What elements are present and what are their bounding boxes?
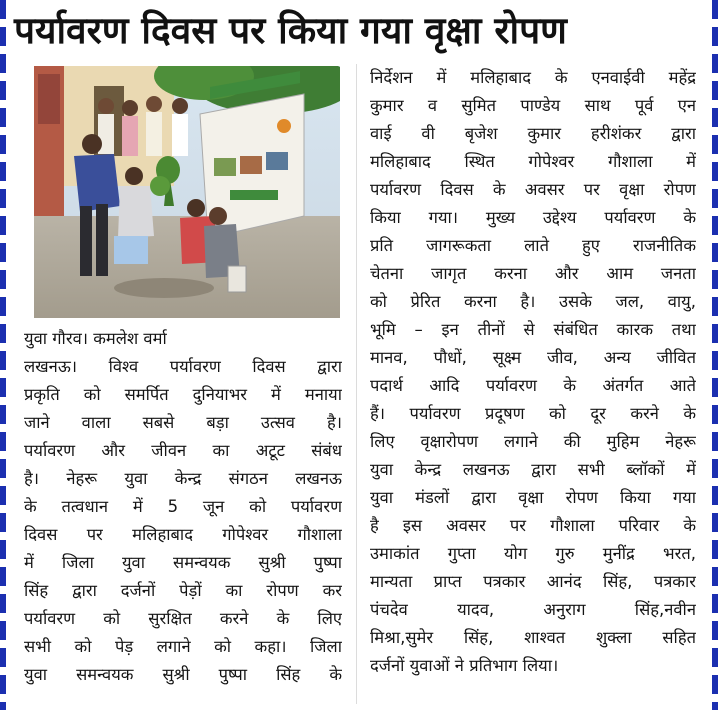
column-divider [356, 64, 357, 704]
text-line: को प्रेरित करना है। उसके जल, वायु, [370, 292, 696, 311]
text-line: पदार्थ आदि पर्यावरण के अंतर्गत आते [370, 376, 696, 395]
text-line: है। नेहरू युवा केन्द्र संगठन लखनऊ [24, 469, 342, 488]
text-line: निर्देशन में मलिहाबाद के एनवाईवी महेंद्र [370, 68, 696, 87]
text-line: मानव, पौधों, सूक्ष्म जीव, अन्य जीवित [370, 348, 696, 367]
text-line: पर्यावरण को सुरक्षित करने के लिए [24, 609, 342, 628]
nyk-logo-icon [277, 119, 291, 133]
text-line: लखनऊ। विश्व पर्यावरण दिवस द्वारा [24, 357, 342, 376]
text-line: पर्यावरण और जीवन का अटूट संबंध [24, 441, 342, 460]
text-line: उमाकांत गुप्ता योग गुरु मुनींद्र भरत, [370, 544, 696, 563]
text-line: जाने वाला सबसे बड़ा उत्सव है। [24, 413, 342, 432]
text-line: किया गया। मुख्य उद्देश्य पर्यावरण के [370, 208, 696, 227]
text-line: दिवस पर मलिहाबाद गोपेश्वर गौशाला [24, 525, 342, 544]
text-line: वाई वी बृजेश कुमार हरीशंकर द्वारा [370, 124, 696, 143]
tree-plantation-photo [34, 66, 340, 318]
text-line: कुमार व सुमित पाण्डेय साथ पूर्व एन [370, 96, 696, 115]
text-line: मिश्रा,सुमेर सिंह, शाश्वत शुक्ला सहित [370, 628, 696, 647]
text-line: है इस अवसर पर गौशाला परिवार के [370, 516, 696, 535]
right-column-text [370, 64, 696, 680]
text-line: के तत्वधान में 5 जून को पर्यावरण [24, 497, 342, 516]
text-line: लिए वृक्षारोपण लगाने की मुहिम नेहरू [370, 432, 696, 451]
text-line: में जिला युवा समन्वयक सुश्री पुष्पा [24, 553, 342, 572]
headline: पर्यावरण दिवस पर किया गया वृक्षा रोपण [14, 9, 567, 52]
text-line: मान्यता प्राप्त पत्रकार आनंद सिंह, पत्रकार [370, 572, 696, 591]
text-line: चेतना जागृत करना और आम जनता [370, 264, 696, 283]
text-line: प्रकृति को समर्पित दुनियाभर में मनाया [24, 385, 342, 404]
text-line: हैं। पर्यावरण प्रदूषण को दूर करने के [370, 404, 696, 423]
text-line: मलिहाबाद स्थित गोपेश्वर गौशाला में [370, 152, 696, 171]
right-border-rail [712, 0, 718, 710]
text-line: पर्यावरण दिवस के अवसर पर वृक्षा रोपण [370, 180, 696, 199]
text-line: युवा केन्द्र लखनऊ द्वारा सभी ब्लॉकों में [370, 460, 696, 479]
byline: युवा गौरव। कमलेश वर्मा [24, 329, 167, 348]
text-line: भूमि – इन तीनों से संबंधित कारक तथा [370, 320, 696, 339]
left-column-text [24, 353, 342, 689]
text-line: युवा समन्वयक सुश्री पुष्पा सिंह के [24, 665, 342, 684]
text-line: युवा मंडलों द्वारा वृक्षा रोपण किया गया [370, 488, 696, 507]
text-line: पंचदेव यादव, अनुराग सिंह,नवीन [370, 600, 696, 619]
text-line: दर्जनों युवाओं ने प्रतिभाग लिया। [370, 656, 559, 675]
news-photo [34, 66, 340, 318]
text-line: प्रति जागरूकता लाते हुए राजनीतिक [370, 236, 696, 255]
text-line: सिंह द्वारा दर्जनों पेड़ों का रोपण कर [24, 581, 342, 600]
left-border-rail [0, 0, 6, 710]
text-line: सभी को पेड़ लगाने को कहा। जिला [24, 637, 342, 656]
